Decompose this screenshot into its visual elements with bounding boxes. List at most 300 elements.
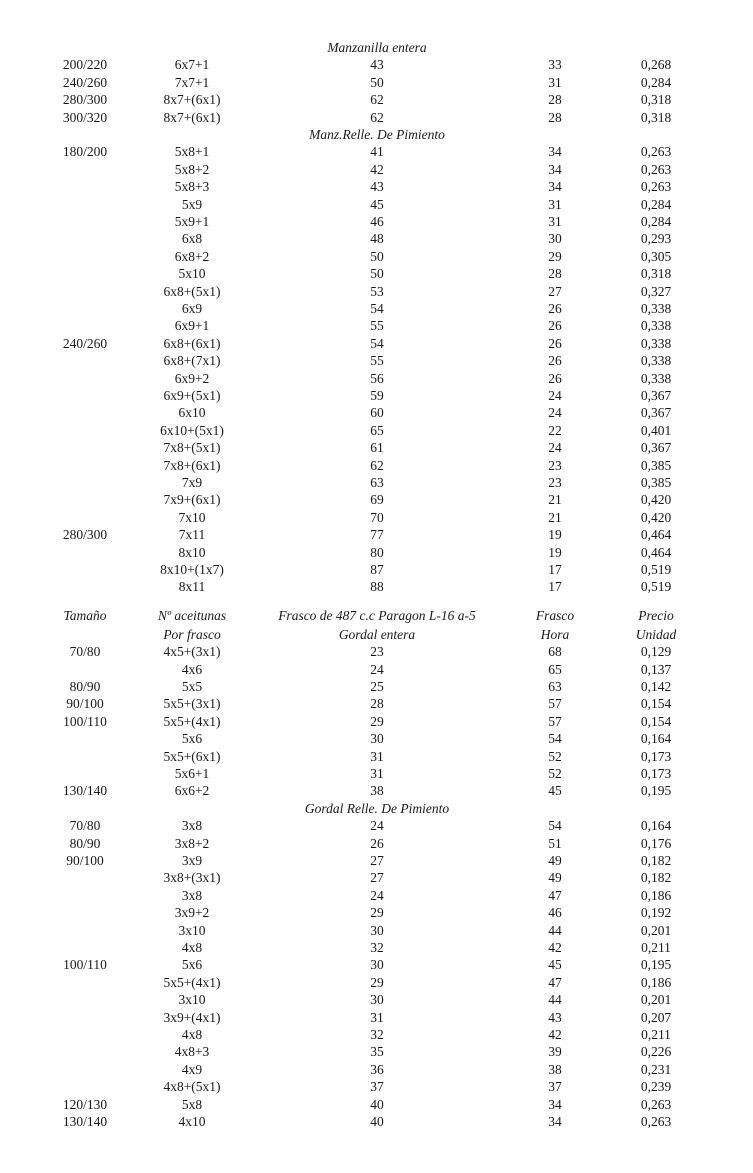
count-cell: 53 [370,283,384,299]
jars-per-hour-cell: 63 [548,678,562,694]
olives-per-jar-cell: 6x8 [181,231,203,247]
table-row [0,782,753,800]
table-row [0,230,753,248]
olives-per-jar-cell: 4x8+3 [174,1044,210,1060]
table-row [0,852,753,870]
olives-per-jar-cell: 5x9 [181,196,203,212]
count-cell: 42 [370,161,384,177]
table-row [0,91,753,109]
olives-per-jar-cell: 5x5 [181,678,203,694]
table-row [0,678,753,696]
olives-per-jar-cell: 4x8 [181,939,203,955]
count-cell: 50 [370,74,384,90]
table-row [0,109,753,127]
section-title-row [0,126,753,144]
size-cell: 80/90 [69,678,101,694]
size-cell: 70/80 [69,644,101,660]
unit-price-cell: 0,173 [640,765,672,781]
table-row [0,161,753,179]
table-row [0,695,753,713]
olives-per-jar-cell: 3x10 [178,922,206,938]
jars-per-hour-cell: 44 [548,992,562,1008]
count-cell: 55 [370,318,384,334]
size-cell: 100/110 [63,957,107,973]
count-cell: 24 [370,661,384,677]
unit-price-cell: 0,173 [640,748,672,764]
jars-per-hour-cell: 17 [548,562,562,577]
jars-per-hour-cell: 57 [548,696,562,712]
olives-per-jar-cell: 7x11 [178,527,206,543]
count-cell: 45 [370,196,384,212]
count-cell: 25 [370,678,384,694]
count-cell: 30 [370,957,384,973]
olives-per-jar-cell: 3x8+2 [174,835,210,851]
size-cell: 180/200 [62,144,108,160]
olives-per-jar-cell: 6x8+(7x1) [163,353,221,369]
count-cell: 43 [370,57,384,73]
table-row [0,1078,753,1096]
jars-per-hour-cell: 24 [548,388,562,403]
unit-price-cell: 0,420 [640,492,672,508]
jars-per-hour-cell: 34 [548,1096,562,1112]
table-row [0,265,753,283]
count-cell: 37 [370,1079,384,1095]
table-row [0,661,753,679]
count-cell: 87 [370,562,384,577]
count-cell: 55 [370,353,384,369]
size-cell: 70/80 [69,818,101,834]
jars-per-hour-cell: 19 [548,527,562,543]
jars-per-hour-cell: 28 [548,92,562,108]
count-cell: 40 [370,1096,384,1112]
table-row [0,300,753,318]
table-row [0,835,753,853]
unit-price-cell: 0,305 [640,248,672,264]
olives-per-jar-cell: 7x8+(6x1) [163,457,221,473]
unit-price-cell: 0,154 [640,696,672,712]
jars-per-hour-cell: 65 [548,661,562,677]
column-header: Nº aceitunas [157,607,227,623]
olives-per-jar-cell: 3x10 [178,992,206,1008]
unit-price-cell: 0,338 [640,335,672,351]
table-row [0,387,753,405]
count-cell: 36 [370,1061,384,1077]
table-row [0,730,753,748]
table-row [0,404,753,422]
olives-per-jar-cell: 6x9 [181,301,203,316]
unit-price-cell: 0,164 [640,818,672,834]
unit-price-cell: 0,385 [640,475,672,490]
size-cell: 80/90 [69,835,101,851]
olives-per-jar-cell: 5x8+1 [174,144,210,160]
olives-per-jar-cell: 8x10+(1x7) [160,562,224,577]
jars-per-hour-cell: 23 [548,475,562,490]
column-header: Frasco [535,607,575,623]
table-row [0,491,753,509]
unit-price-cell: 0,519 [640,579,672,595]
count-cell: 29 [370,974,384,990]
count-cell: 88 [370,579,384,595]
table-row [0,869,753,887]
unit-price-cell: 0,137 [640,661,672,677]
olives-per-jar-cell: 5x10 [178,266,206,282]
table-row [0,1009,753,1027]
olives-per-jar-cell: 6x9+1 [174,318,210,334]
jars-per-hour-cell: 45 [548,783,562,799]
header-row [0,607,753,625]
olives-per-jar-cell: 7x9 [181,475,203,490]
jars-per-hour-cell: 49 [548,852,562,868]
table-row [0,765,753,783]
jars-per-hour-cell: 24 [548,405,562,421]
unit-price-cell: 0,182 [640,852,672,868]
count-cell: 35 [370,1044,384,1060]
olives-per-jar-cell: 4x9 [181,1061,203,1077]
jars-per-hour-cell: 26 [548,301,562,316]
table-row [0,509,753,527]
table-row [0,887,753,905]
table-row [0,956,753,974]
olives-per-jar-cell: 6x8+(5x1) [163,283,221,299]
unit-price-cell: 0,263 [640,161,672,177]
count-cell: 27 [370,870,384,886]
jars-per-hour-cell: 34 [548,144,562,160]
count-cell: 61 [370,440,384,456]
unit-price-cell: 0,318 [640,92,672,108]
jars-per-hour-cell: 33 [548,57,562,73]
section-title: Manz.Relle. De Pimiento [309,127,445,142]
unit-price-cell: 0,201 [640,992,672,1008]
table-row [0,422,753,440]
unit-price-cell: 0,284 [640,74,672,90]
unit-price-cell: 0,142 [640,678,672,694]
jars-per-hour-cell: 52 [548,765,562,781]
olives-per-jar-cell: 5x6 [181,957,203,973]
jars-per-hour-cell: 47 [548,887,562,903]
olives-per-jar-cell: 5x8+3 [174,179,210,195]
jars-per-hour-cell: 24 [548,440,562,456]
unit-price-cell: 0,211 [641,939,671,955]
table-row [0,474,753,492]
count-cell: 28 [370,696,384,712]
unit-price-cell: 0,519 [640,562,672,577]
unit-price-cell: 0,338 [640,318,672,334]
olives-per-jar-cell: 5x8 [181,1096,203,1112]
column-header: Tamaño [63,607,107,623]
jars-per-hour-cell: 26 [548,318,562,334]
jars-per-hour-cell: 39 [548,1044,562,1060]
olives-per-jar-cell: 6x10 [178,405,206,421]
count-cell: 54 [370,301,384,316]
table-row [0,991,753,1009]
olives-per-jar-cell: 3x8 [181,818,203,834]
olives-per-jar-cell: 7x9+(6x1) [163,492,221,508]
olives-per-jar-cell: 3x9+(4x1) [163,1009,221,1025]
table-row [0,178,753,196]
count-cell: 63 [370,475,384,490]
jars-per-hour-cell: 34 [548,161,562,177]
olives-per-jar-cell: 6x8+(6x1) [163,335,221,351]
jars-per-hour-cell: 28 [548,109,562,125]
table-row [0,544,753,562]
olives-per-jar-cell: 7x8+(5x1) [163,440,221,456]
table-row [0,561,753,579]
jars-per-hour-cell: 19 [548,544,562,560]
table-row [0,904,753,922]
table-row [0,1043,753,1061]
table-row [0,1113,753,1131]
jars-per-hour-cell: 68 [548,644,562,660]
size-cell: 90/100 [66,852,104,868]
jars-per-hour-cell: 42 [548,939,562,955]
count-cell: 27 [370,852,384,868]
unit-price-cell: 0,367 [640,440,672,456]
count-cell: 24 [370,818,384,834]
unit-price-cell: 0,464 [640,527,672,543]
table-row [0,439,753,457]
olives-per-jar-cell: 4x8+(5x1) [163,1079,221,1095]
count-cell: 69 [370,492,384,508]
olives-per-jar-cell: 8x7+(6x1) [163,109,221,125]
unit-price-cell: 0,226 [640,1044,672,1060]
olives-per-jar-cell: 5x5+(6x1) [163,748,221,764]
jars-per-hour-cell: 30 [548,231,562,247]
count-cell: 50 [370,248,384,264]
count-cell: 50 [370,266,384,282]
olives-per-jar-cell: 6x9+(5x1) [163,388,221,403]
jars-per-hour-cell: 43 [548,1009,562,1025]
jars-per-hour-cell: 34 [548,179,562,195]
count-cell: 62 [370,109,384,125]
table-row [0,248,753,266]
olives-per-jar-cell: 3x8+(3x1) [163,870,221,886]
jars-per-hour-cell: 45 [548,957,562,973]
unit-price-cell: 0,367 [640,388,672,403]
table-row [0,922,753,940]
olives-per-jar-cell: 6x10+(5x1) [160,422,224,438]
count-cell: 31 [370,748,384,764]
count-cell: 30 [370,731,384,747]
count-cell: 70 [370,509,384,525]
unit-price-cell: 0,367 [640,405,672,421]
unit-price-cell: 0,268 [640,57,672,73]
olives-per-jar-cell: 5x6+1 [174,765,210,781]
unit-price-cell: 0,338 [640,353,672,369]
count-cell: 30 [370,992,384,1008]
unit-price-cell: 0,318 [640,109,672,125]
table-row [0,1096,753,1114]
unit-price-cell: 0,263 [640,144,672,160]
table-row [0,578,753,596]
jars-per-hour-cell: 17 [548,579,562,595]
table-row [0,713,753,731]
count-cell: 56 [370,370,384,386]
unit-price-cell: 0,327 [640,283,672,299]
unit-price-cell: 0,182 [640,870,672,886]
count-cell: 43 [370,179,384,195]
count-cell: 29 [370,713,384,729]
header-row [0,626,753,644]
table-row [0,213,753,231]
column-header: Gordal entera [338,626,416,642]
jars-per-hour-cell: 23 [548,457,562,473]
count-cell: 38 [370,783,384,799]
count-cell: 41 [370,144,384,160]
olives-per-jar-cell: 5x5+(4x1) [163,713,221,729]
count-cell: 31 [370,1009,384,1025]
size-cell: 280/300 [62,527,108,543]
count-cell: 59 [370,388,384,403]
count-cell: 60 [370,405,384,421]
section-title-row [0,39,753,57]
jars-per-hour-cell: 52 [548,748,562,764]
olives-per-jar-cell: 8x10 [178,544,206,560]
jars-per-hour-cell: 31 [548,214,562,229]
unit-price-cell: 0,318 [640,266,672,282]
olives-per-jar-cell: 4x6 [181,661,203,677]
olives-per-jar-cell: 7x10 [178,509,206,525]
count-cell: 54 [370,335,384,351]
olives-per-jar-cell: 4x8 [181,1026,203,1042]
table-row [0,352,753,370]
size-cell: 200/220 [62,57,108,73]
olives-per-jar-cell: 5x6 [181,731,203,747]
unit-price-cell: 0,195 [640,783,672,799]
olives-per-jar-cell: 7x7+1 [174,74,210,90]
table-row [0,143,753,161]
unit-price-cell: 0,385 [640,457,672,473]
unit-price-cell: 0,129 [640,644,672,660]
unit-price-cell: 0,293 [640,231,672,247]
count-cell: 80 [370,544,384,560]
table-row [0,526,753,544]
jars-per-hour-cell: 29 [548,248,562,264]
unit-price-cell: 0,211 [641,1026,671,1042]
table-row [0,317,753,335]
column-header: Por frasco [163,626,221,642]
count-cell: 62 [370,457,384,473]
jars-per-hour-cell: 37 [548,1079,562,1095]
table-row [0,974,753,992]
count-cell: 24 [370,887,384,903]
count-cell: 62 [370,92,384,108]
unit-price-cell: 0,338 [640,370,672,386]
count-cell: 31 [370,765,384,781]
unit-price-cell: 0,195 [640,957,672,973]
jars-per-hour-cell: 38 [548,1061,562,1077]
olives-per-jar-cell: 6x9+2 [174,370,210,386]
jars-per-hour-cell: 26 [548,353,562,369]
size-cell: 130/140 [62,1113,108,1129]
olives-per-jar-cell: 3x9 [181,852,203,868]
size-cell: 240/260 [62,74,108,90]
unit-price-cell: 0,338 [640,301,672,316]
olives-per-jar-cell: 5x9+1 [174,214,210,229]
table-row [0,457,753,475]
unit-price-cell: 0,231 [640,1061,672,1077]
olives-per-jar-cell: 5x8+2 [174,161,210,177]
jars-per-hour-cell: 54 [548,818,562,834]
olives-per-jar-cell: 6x6+2 [174,783,210,799]
table-row [0,1061,753,1079]
unit-price-cell: 0,464 [640,544,672,560]
jars-per-hour-cell: 51 [548,835,562,851]
olives-per-jar-cell: 6x8+2 [174,248,210,264]
jars-per-hour-cell: 21 [548,509,562,525]
column-header: Frasco de 487 c.c Paragon L-16 a-5 [278,607,476,623]
count-cell: 26 [370,835,384,851]
olives-per-jar-cell: 6x7+1 [174,57,210,73]
table-row [0,748,753,766]
table-row [0,643,753,661]
count-cell: 48 [370,231,384,247]
table-row [0,196,753,214]
jars-per-hour-cell: 34 [548,1113,562,1129]
unit-price-cell: 0,401 [640,422,672,438]
table-row [0,74,753,92]
unit-price-cell: 0,154 [640,713,672,729]
jars-per-hour-cell: 21 [548,492,562,508]
count-cell: 46 [370,214,384,229]
count-cell: 29 [370,905,384,921]
jars-per-hour-cell: 26 [548,370,562,386]
section-title-row [0,800,753,818]
column-header: Unidad [635,626,677,642]
jars-per-hour-cell: 57 [548,713,562,729]
unit-price-cell: 0,176 [640,835,672,851]
count-cell: 30 [370,922,384,938]
olives-per-jar-cell: 5x5+(3x1) [163,696,221,712]
section-title: Manzanilla entera [327,40,427,55]
size-cell: 130/140 [62,783,108,799]
unit-price-cell: 0,263 [640,1113,672,1129]
olives-per-jar-cell: 3x8 [181,887,203,903]
jars-per-hour-cell: 26 [548,335,562,351]
olives-per-jar-cell: 8x11 [178,579,206,595]
count-cell: 23 [370,644,384,660]
unit-price-cell: 0,284 [640,214,672,229]
jars-per-hour-cell: 49 [548,870,562,886]
table-row [0,283,753,301]
count-cell: 65 [370,422,384,438]
table-row [0,335,753,353]
count-cell: 32 [370,939,384,955]
count-cell: 77 [370,527,384,543]
jars-per-hour-cell: 27 [548,283,562,299]
olives-per-jar-cell: 4x10 [178,1113,206,1129]
unit-price-cell: 0,164 [640,731,672,747]
size-cell: 90/100 [66,696,104,712]
unit-price-cell: 0,284 [640,196,672,212]
unit-price-cell: 0,186 [640,974,672,990]
jars-per-hour-cell: 22 [548,422,562,438]
olives-per-jar-cell: 5x5+(4x1) [163,974,221,990]
unit-price-cell: 0,239 [640,1079,672,1095]
size-cell: 100/110 [63,713,107,729]
count-cell: 40 [370,1113,384,1129]
column-header: Hora [540,626,570,642]
unit-price-cell: 0,192 [640,905,672,921]
table-row [0,1026,753,1044]
count-cell: 32 [370,1026,384,1042]
unit-price-cell: 0,420 [640,509,672,525]
table-row [0,56,753,74]
unit-price-cell: 0,207 [640,1009,672,1025]
size-cell: 300/320 [62,109,108,125]
unit-price-cell: 0,186 [640,887,672,903]
unit-price-cell: 0,263 [640,1096,672,1112]
size-cell: 120/130 [62,1096,108,1112]
